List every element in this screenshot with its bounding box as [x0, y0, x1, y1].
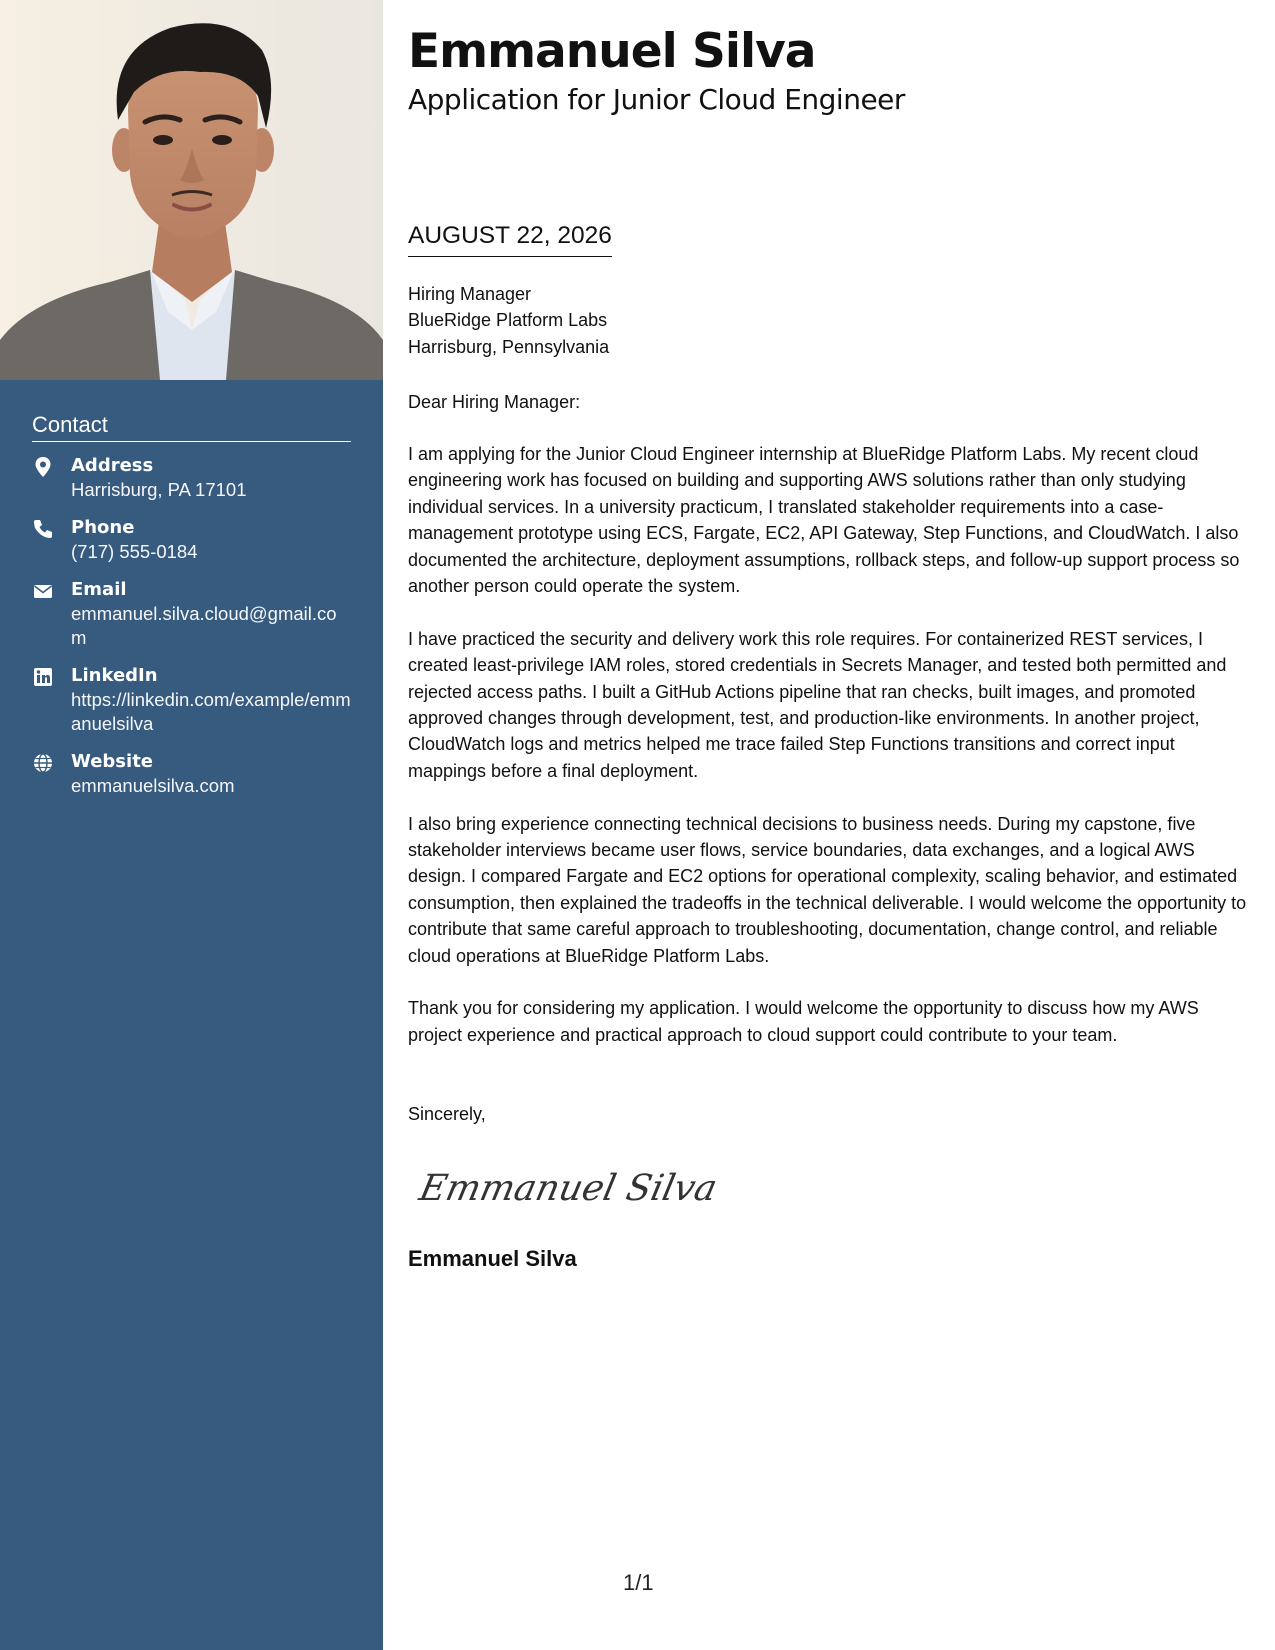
recipient-company: BlueRidge Platform Labs	[408, 310, 608, 331]
contact-address	[32, 454, 351, 502]
sidebar	[0, 0, 383, 1650]
contact-phone	[32, 516, 351, 564]
contact-section	[32, 412, 351, 812]
contact-heading: Contact	[32, 412, 351, 442]
website-value[interactable]: emmanuelsilva.com	[71, 775, 235, 796]
signer-name: Emmanuel Silva	[408, 1246, 577, 1271]
handwritten-signature	[415, 1152, 721, 1222]
website-label: Website	[71, 751, 154, 772]
signature-text: Emmanuel Silva	[415, 1166, 721, 1209]
phone-icon	[32, 518, 54, 540]
email-label: Email	[71, 579, 127, 600]
letter-date: AUGUST 22, 2026	[408, 222, 612, 257]
body-paragraph: I have practiced the security and delivery work this role requires. For containerized REST services, I created least-privilege IAM roles, stored credentials in Secrets Manager, and tested both permitted and rejected access paths. I built a GitHub Actions pipeline that ran checks, built images, and promoted approved changes through development, test, and production-like environments. In another project, CloudWatch logs and metrics helped me trace failed Step Functions transitions and correct input mappings before a final deployment.	[408, 628, 1227, 781]
body-paragraph: I also bring experience connecting technical decisions to business needs. During my capstone, five stakeholder interviews became user flows, service boundaries, data exchanges, and a logical AWS design. I compared Fargate and EC2 options for operational complexity, scaling behavior, and estimated consumption, then explained the tradeoffs in the technical deliverable. I would welcome the opportunity to contribute that same careful approach to troubleshooting, documentation, change control, and reliable cloud operations at BlueRidge Platform Labs.	[408, 813, 1247, 966]
phone-value: (717) 555-0184	[71, 541, 198, 562]
portrait-image	[0, 0, 383, 380]
address-value: Harrisburg, PA 17101	[71, 479, 247, 500]
contact-linkedin	[32, 664, 351, 736]
map-pin-icon	[32, 456, 54, 478]
recipient-title: Hiring Manager	[408, 284, 532, 304]
body-paragraph: I am applying for the Junior Cloud Engineer internship at BlueRidge Platform Labs. My recent cloud engineering work has focused on building and supporting AWS solutions rather than only studying individual services. In a university practicum, I translated stakeholder requirements into a case-management prototype using ECS, Fargate, EC2, API Gateway, Step Functions, and CloudWatch. I also documented the architecture, deployment assumptions, rollback steps, and follow-up support process so another person could operate the system.	[408, 444, 1240, 597]
letter-body	[408, 441, 1248, 1075]
address-label: Address	[71, 455, 154, 476]
recipient-location: Harrisburg, Pennsylvania	[408, 336, 610, 357]
page-number: 1/1	[623, 1570, 654, 1595]
linkedin-value[interactable]: https://linkedin.com/example/emmanuelsilva	[71, 689, 351, 734]
body-paragraph: Thank you for considering my application. I would welcome the opportunity to discuss how my AWS project experience and practical approach to cloud support could contribute to your team.	[408, 998, 1199, 1045]
contact-website	[32, 750, 351, 798]
envelope-icon	[32, 580, 54, 602]
phone-label: Phone	[71, 517, 135, 538]
email-value[interactable]: emmanuel.silva.cloud@gmail.com	[71, 603, 337, 648]
salutation: Dear Hiring Manager:	[408, 392, 581, 412]
closing: Sincerely,	[408, 1104, 486, 1124]
contact-email	[32, 578, 351, 650]
recipient-block	[408, 281, 609, 360]
linkedin-icon	[32, 666, 54, 688]
profile-photo	[0, 0, 383, 380]
globe-icon	[32, 752, 54, 774]
applicant-name: Emmanuel Silva	[408, 24, 816, 79]
application-title: Application for Junior Cloud Engineer	[408, 83, 905, 116]
linkedin-label: LinkedIn	[71, 665, 158, 686]
